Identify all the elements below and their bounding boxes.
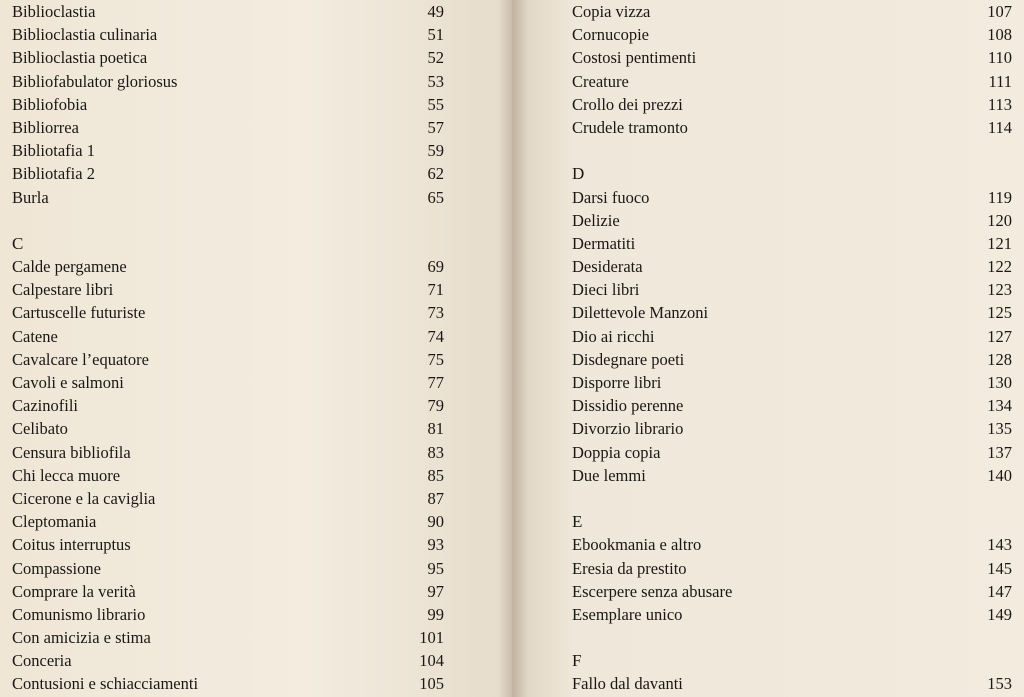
entry-page-number: 97 xyxy=(427,581,444,601)
entry-term: Burla xyxy=(12,187,49,207)
entry-page-number: 119 xyxy=(987,187,1012,207)
entry-term: Bibliofabulator gloriosus xyxy=(12,71,178,91)
entry-page-number: 147 xyxy=(987,581,1012,601)
index-entry xyxy=(12,255,444,278)
entry-page-number: 51 xyxy=(427,25,444,45)
entry-term: Eresia da prestito xyxy=(572,558,687,578)
entry-page-number: 85 xyxy=(427,465,444,485)
entry-page-number: 93 xyxy=(427,535,444,555)
index-entry xyxy=(572,255,1012,278)
index-entry xyxy=(572,301,1012,324)
entry-term: Cicerone e la caviglia xyxy=(12,488,156,508)
entry-page-number: 127 xyxy=(987,326,1012,346)
entry-term: Divorzio librario xyxy=(572,419,684,439)
entry-term: Desiderata xyxy=(572,257,643,277)
index-entry xyxy=(12,186,444,209)
index-entry xyxy=(12,603,444,626)
index-entry xyxy=(572,394,1012,417)
entry-page-number: 90 xyxy=(427,512,444,532)
index-entry xyxy=(572,70,1012,93)
entry-page-number: 120 xyxy=(987,210,1012,230)
entry-page-number: 121 xyxy=(987,233,1012,253)
entry-term: Calde pergamene xyxy=(12,257,127,277)
index-entry xyxy=(12,139,444,162)
index-entry xyxy=(572,672,1012,695)
entry-page-number: 110 xyxy=(987,48,1012,68)
entry-page-number: 74 xyxy=(427,326,444,346)
entry-term: Costosi pentimenti xyxy=(572,48,697,68)
index-entry xyxy=(12,417,444,440)
entry-term: Crudele tramonto xyxy=(572,117,688,137)
index-entry xyxy=(572,209,1012,232)
index-entry xyxy=(12,557,444,580)
entry-term: Chi lecca muore xyxy=(12,465,121,485)
blank-row xyxy=(572,626,1012,649)
entry-page-number: 101 xyxy=(419,628,444,648)
index-entry xyxy=(572,417,1012,440)
entry-term: Cazinofili xyxy=(12,396,78,416)
entry-page-number: 143 xyxy=(987,535,1012,555)
index-entry xyxy=(12,46,444,69)
entry-term: F xyxy=(572,651,582,671)
index-entry xyxy=(572,186,1012,209)
index-entry xyxy=(12,533,444,556)
entry-term: Copia vizza xyxy=(572,2,651,21)
entry-page-number: 114 xyxy=(987,117,1012,137)
entry-term: C xyxy=(12,233,24,253)
entry-term: Cornucopie xyxy=(572,25,649,45)
entry-term: Dio ai ricchi xyxy=(572,326,655,346)
entry-page-number: 135 xyxy=(987,419,1012,439)
entry-term: Biblioclastia poetica xyxy=(12,48,148,68)
entry-page-number: 65 xyxy=(427,187,444,207)
entry-page-number: 52 xyxy=(427,48,444,68)
section-letter xyxy=(572,649,1012,672)
index-entry xyxy=(572,557,1012,580)
index-entry xyxy=(572,580,1012,603)
entry-page-number: 87 xyxy=(427,488,444,508)
entry-page-number: 145 xyxy=(987,558,1012,578)
index-entry xyxy=(12,394,444,417)
entry-term: Cartuscelle futuriste xyxy=(12,303,146,323)
entry-term: Darsi fuoco xyxy=(572,187,650,207)
entry-term: Contusioni e schiacciamenti xyxy=(12,674,199,694)
index-entry xyxy=(12,626,444,649)
entry-page-number: 62 xyxy=(427,164,444,184)
entry-term: Celibato xyxy=(12,419,68,439)
blank-row xyxy=(572,487,1012,510)
index-entry xyxy=(12,348,444,371)
entry-term: Delizie xyxy=(572,210,620,230)
entry-page-number: 71 xyxy=(427,280,444,300)
index-entry xyxy=(12,580,444,603)
entry-page-number: 107 xyxy=(987,2,1012,21)
entry-term: Coitus interruptus xyxy=(12,535,131,555)
index-entry xyxy=(12,510,444,533)
section-letter xyxy=(12,232,444,255)
entry-term: Cleptomania xyxy=(12,512,97,532)
index-entry xyxy=(12,23,444,46)
index-entry xyxy=(12,325,444,348)
index-entry xyxy=(572,23,1012,46)
index-entry xyxy=(572,325,1012,348)
entry-page-number: 122 xyxy=(987,257,1012,277)
entry-term: Disdegnare poeti xyxy=(572,349,685,369)
index-entry xyxy=(572,348,1012,371)
index-entry xyxy=(572,603,1012,626)
entry-page-number: 53 xyxy=(427,71,444,91)
entry-page-number: 81 xyxy=(427,419,444,439)
entry-term: Bibliofobia xyxy=(12,94,88,114)
entry-term: Dermatiti xyxy=(572,233,636,253)
entry-term: Comunismo librario xyxy=(12,604,146,624)
left-index-list xyxy=(12,0,444,696)
right-index-list xyxy=(572,0,1012,696)
entry-page-number: 83 xyxy=(427,442,444,462)
entry-term: Bibliotafia 2 xyxy=(12,164,95,184)
entry-page-number: 130 xyxy=(987,373,1012,392)
entry-term: Catene xyxy=(12,326,58,346)
index-entry xyxy=(12,371,444,394)
entry-term: Crollo dei prezzi xyxy=(572,94,683,114)
entry-page-number: 104 xyxy=(419,651,444,671)
entry-term: Bibliotafia 1 xyxy=(12,141,95,161)
entry-page-number: 125 xyxy=(987,303,1012,323)
entry-page-number: 134 xyxy=(987,396,1012,416)
index-entry xyxy=(572,464,1012,487)
entry-term: Cavoli e salmoni xyxy=(12,373,124,392)
entry-term: Creature xyxy=(572,71,629,91)
entry-page-number: 69 xyxy=(427,257,444,277)
section-letter xyxy=(572,162,1012,185)
index-entry xyxy=(572,232,1012,255)
index-entry xyxy=(572,93,1012,116)
index-entry xyxy=(12,301,444,324)
entry-term: Due lemmi xyxy=(572,465,646,485)
entry-term: Conceria xyxy=(12,651,72,671)
index-entry xyxy=(12,441,444,464)
entry-page-number: 113 xyxy=(987,94,1012,114)
entry-term: Esemplare unico xyxy=(572,604,683,624)
index-entry xyxy=(572,116,1012,139)
entry-page-number: 137 xyxy=(987,442,1012,462)
index-entry xyxy=(12,487,444,510)
entry-page-number: 105 xyxy=(419,674,444,694)
entry-page-number: 55 xyxy=(427,94,444,114)
entry-term: Con amicizia e stima xyxy=(12,628,151,648)
index-entry xyxy=(12,93,444,116)
entry-page-number: 140 xyxy=(987,465,1012,485)
entry-page-number: 99 xyxy=(427,604,444,624)
entry-term: Biblioclastia xyxy=(12,2,96,21)
section-letter xyxy=(572,510,1012,533)
index-entry xyxy=(572,278,1012,301)
entry-page-number: 149 xyxy=(987,604,1012,624)
index-entry xyxy=(12,278,444,301)
index-entry xyxy=(12,649,444,672)
entry-page-number: 128 xyxy=(987,349,1012,369)
entry-page-number: 108 xyxy=(987,25,1012,45)
entry-term: D xyxy=(572,164,585,184)
entry-term: Fallo dal davanti xyxy=(572,674,683,694)
entry-page-number: 111 xyxy=(988,71,1012,91)
entry-term: Disporre libri xyxy=(572,373,662,392)
entry-term: Comprare la verità xyxy=(12,581,136,601)
entry-term: Cavalcare l’equatore xyxy=(12,349,149,369)
index-entry xyxy=(572,46,1012,69)
index-entry xyxy=(12,0,444,23)
entry-page-number: 95 xyxy=(427,558,444,578)
index-entry xyxy=(12,70,444,93)
entry-page-number: 57 xyxy=(427,117,444,137)
entry-page-number: 49 xyxy=(427,2,444,21)
index-entry xyxy=(12,464,444,487)
entry-term: Dilettevole Manzoni xyxy=(572,303,709,323)
index-entry xyxy=(12,672,444,695)
entry-term: Censura bibliofila xyxy=(12,442,131,462)
entry-term: E xyxy=(572,512,583,532)
entry-page-number: 75 xyxy=(427,349,444,369)
entry-term: Bibliorrea xyxy=(12,117,79,137)
entry-page-number: 73 xyxy=(427,303,444,323)
entry-term: Doppia copia xyxy=(572,442,661,462)
index-entry xyxy=(572,371,1012,394)
entry-term: Escerpere senza abusare xyxy=(572,581,733,601)
entry-term: Ebookmania e altro xyxy=(572,535,702,555)
index-entry xyxy=(572,533,1012,556)
entry-page-number: 77 xyxy=(427,373,444,392)
entry-page-number: 123 xyxy=(987,280,1012,300)
blank-row xyxy=(12,209,444,232)
blank-row xyxy=(572,139,1012,162)
entry-term: Dissidio perenne xyxy=(572,396,684,416)
index-entry xyxy=(572,441,1012,464)
index-entry xyxy=(12,116,444,139)
entry-term: Calpestare libri xyxy=(12,280,114,300)
entry-page-number: 153 xyxy=(987,674,1012,694)
entry-term: Biblioclastia culinaria xyxy=(12,25,158,45)
entry-page-number: 59 xyxy=(427,141,444,161)
index-entry xyxy=(12,162,444,185)
entry-page-number: 79 xyxy=(427,396,444,416)
book-gutter xyxy=(498,0,528,697)
entry-term: Compassione xyxy=(12,558,101,578)
index-entry xyxy=(572,0,1012,23)
entry-term: Dieci libri xyxy=(572,280,640,300)
